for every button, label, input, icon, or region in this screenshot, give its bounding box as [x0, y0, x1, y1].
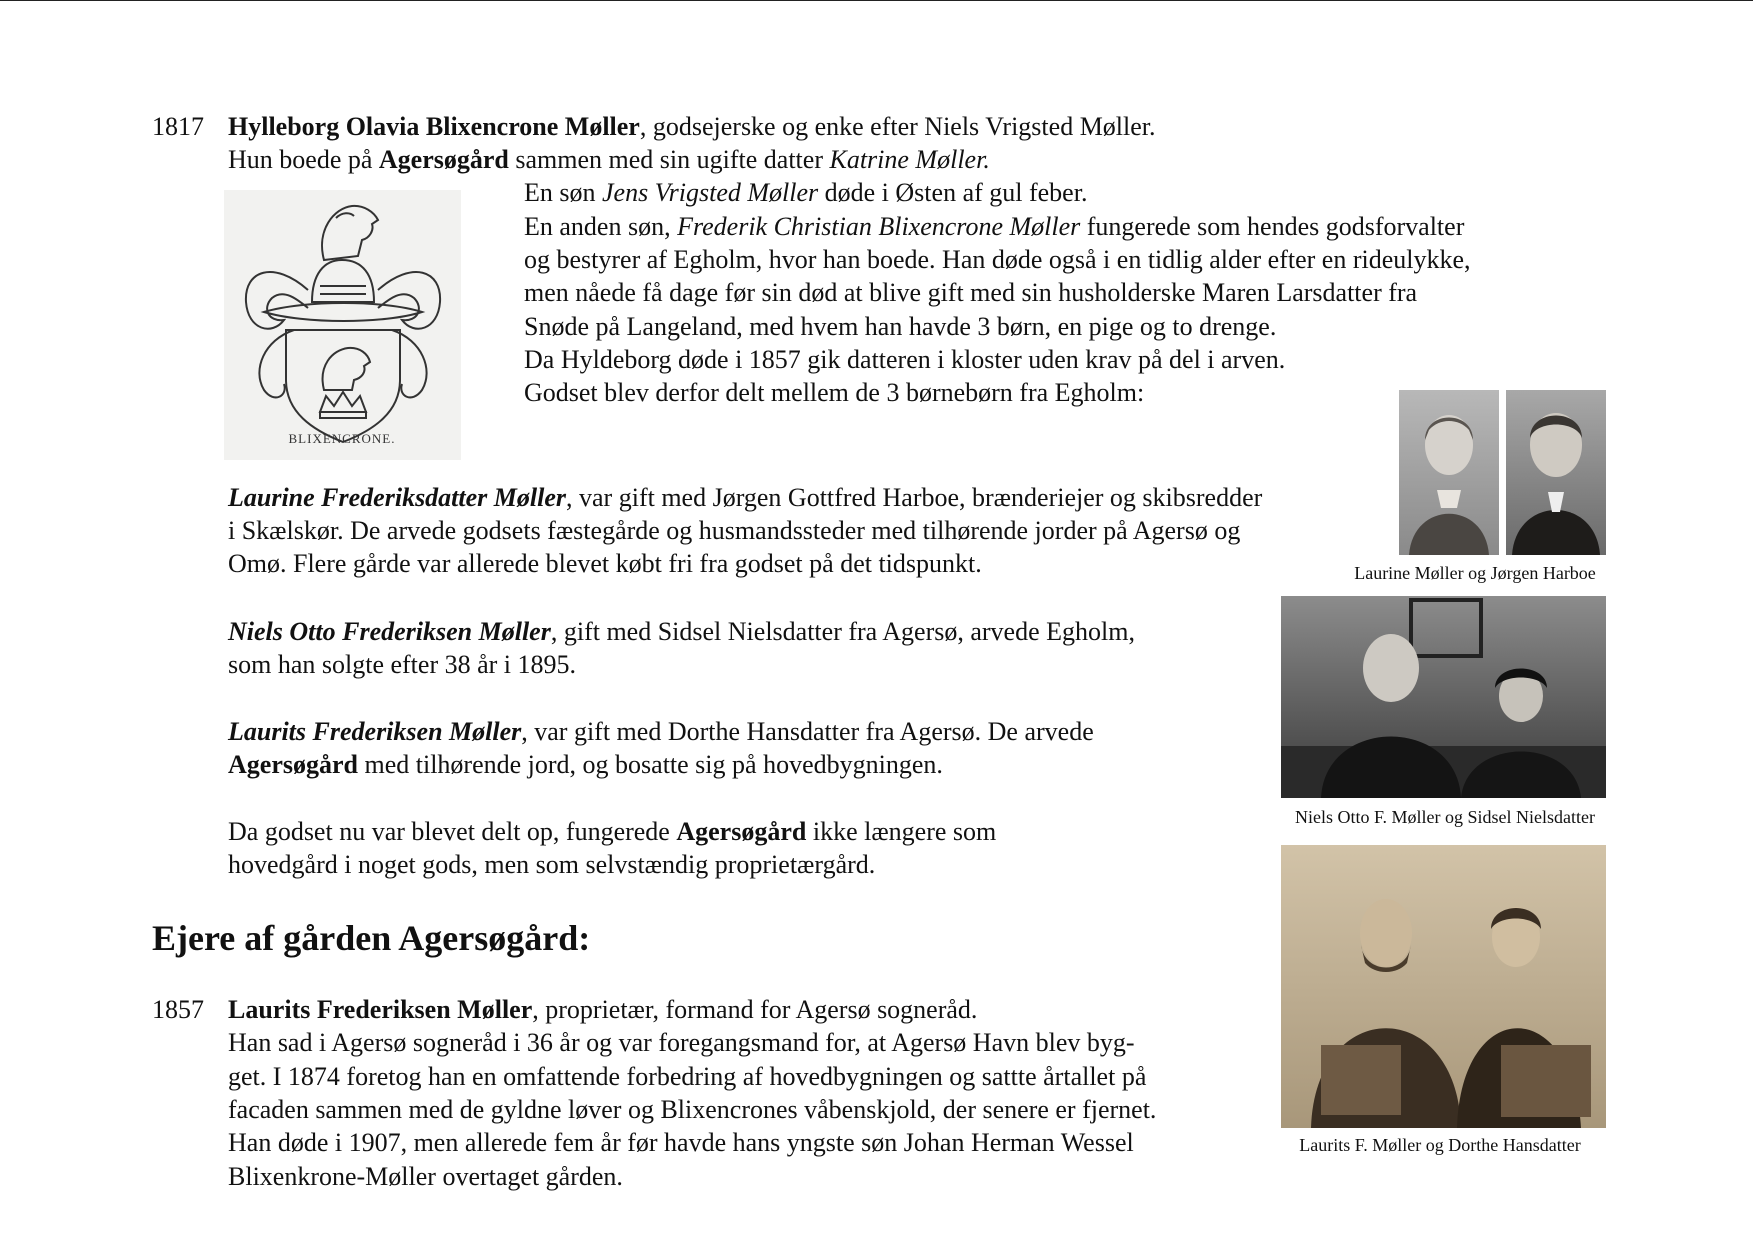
entry-1817-line-3: En søn Jens Vrigsted Møller døde i Østen af gul feber. — [524, 178, 1088, 207]
owner-name: Hylleborg Olavia Blixencrone Møller — [228, 112, 640, 141]
entry-1817-line-5: og bestyrer af Egholm, hvor han boede. Han døde også i en tidlig alder efter en rideulykke, — [524, 245, 1471, 274]
laurits-line-1: Laurits Frederiksen Møller, var gift med Dorthe Hansdatter fra Agersø. De arvede — [228, 717, 1094, 746]
entry-1857-line-6: Blixenkrone-Møller overtaget gården. — [228, 1162, 623, 1191]
entry-1857-line-4: facaden sammen med de gyldne løver og Blixencrones våbenskjold, der senere er fjernet. — [228, 1095, 1157, 1124]
couple-photo-icon — [1281, 596, 1606, 798]
entry-1817-line-4: En anden søn, Frederik Christian Blixencrone Møller fungerede som hendes godsforvalter — [524, 212, 1465, 241]
laurits-line-2: Agersøgård med tilhørende jord, og bosatte sig på hovedbygningen. — [228, 750, 943, 779]
entry-1817-line-8: Da Hyldeborg døde i 1857 gik datteren i kloster uden krav på del i arven. — [524, 345, 1286, 374]
entry-1857-line-2: Han sad i Agersø sogneråd i 36 år og var foregangsmand for, at Agersø Havn blev byg- — [228, 1028, 1135, 1057]
caption-photo-2: Niels Otto F. Møller og Sidsel Nielsdatter — [1294, 807, 1596, 827]
entry-1857-line-1: Laurits Frederiksen Møller, proprietær, formand for Agersø sogneråd. — [228, 995, 978, 1024]
woman-portrait-icon — [1399, 390, 1499, 555]
coat-of-arms-icon — [224, 190, 461, 460]
laurine-line-3: Omø. Flere gårde var allerede blevet købt fri fra godset på det tidspunkt. — [228, 549, 982, 578]
laurine-line-1: Laurine Frederiksdatter Møller, var gift med Jørgen Gottfred Harboe, brænderiejer og skibsredder — [228, 483, 1263, 512]
entry-1857-line-3: get. I 1874 foretog han en omfattende forbedring af hovedbygningen og sattte årtallet på — [228, 1062, 1147, 1091]
photo-niels-sidsel — [1281, 596, 1606, 798]
niels-line-1: Niels Otto Frederiksen Møller, gift med Sidsel Nielsdatter fra Agersø, arvede Egholm, — [228, 617, 1135, 646]
photo-laurits-dorthe — [1281, 845, 1606, 1128]
caption-photo-1: Laurine Møller og Jørgen Harboe — [1354, 563, 1596, 583]
entry-year-1817: 1817 — [152, 112, 204, 141]
top-rule — [0, 0, 1753, 1]
laurine-line-2: i Skælskør. De arvede godsets fæstegårde og husmandssteder med tilhørende jorder på Agersø og — [228, 516, 1241, 545]
entry-1857-line-5: Han døde i 1907, men allerede fem år før havde hans yngste søn Johan Herman Wessel — [228, 1128, 1134, 1157]
split-line-2: hovedgård i noget gods, men som selvstændig proprietærgård. — [228, 850, 876, 879]
entry-1817-line-1: Hylleborg Olavia Blixencrone Møller, godsejerske og enke efter Niels Vrigsted Møller. — [228, 112, 1156, 141]
entry-1817-line-7: Snøde på Langeland, med hvem han havde 3 børn, en pige og to drenge. — [524, 312, 1277, 341]
blixencrone-coat-of-arms — [224, 190, 461, 460]
crest-label: BLIXENCRONE. — [288, 431, 396, 446]
couple-sepia-photo-icon — [1281, 845, 1606, 1128]
portrait-laurine — [1399, 390, 1499, 555]
entry-1817-line-6: men nåede få dage før sin død at blive gift med sin husholderske Maren Larsdatter fra — [524, 278, 1418, 307]
portrait-jorgen — [1506, 390, 1606, 555]
entry-1817-line-9: Godset blev derfor delt mellem de 3 børnebørn fra Egholm: — [524, 378, 1145, 407]
section-heading: Ejere af gården Agersøgård: — [152, 918, 591, 958]
caption-photo-3: Laurits F. Møller og Dorthe Hansdatter — [1299, 1135, 1581, 1155]
niels-line-2: som han solgte efter 38 år i 1895. — [228, 650, 577, 679]
man-portrait-icon — [1506, 390, 1606, 555]
split-line-1: Da godset nu var blevet delt op, fungerede Agersøgård ikke længere som — [228, 817, 997, 846]
entry-1817-line-2: Hun boede på Agersøgård sammen med sin ugifte datter Katrine Møller. — [228, 145, 990, 174]
entry-year-1857: 1857 — [152, 995, 204, 1024]
